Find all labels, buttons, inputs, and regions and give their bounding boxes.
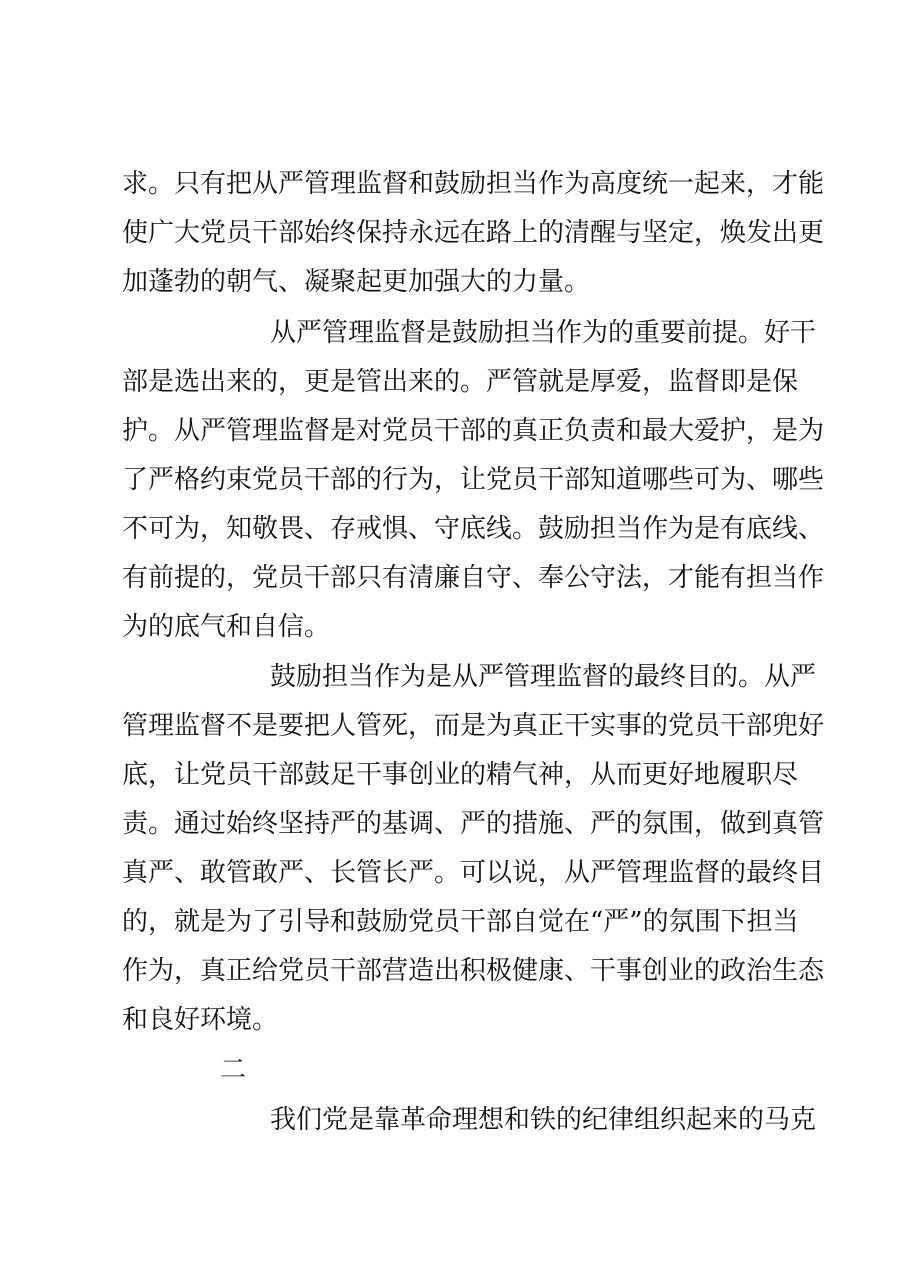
text-line: 和良好环境。	[122, 1005, 279, 1035]
text-line: 有前提的，党员干部只有清廉自守、奉公守法，才能有担当作	[122, 563, 825, 593]
text-line: 作为，真正给党员干部营造出积极健康、干事创业的政治生态	[122, 956, 825, 986]
text-line: 为的底气和自信。	[122, 612, 331, 642]
text-line: 求。只有把从严管理监督和鼓励担当作为高度统一起来，才能	[122, 169, 825, 199]
paragraph-first-line: 鼓励担当作为是从严管理监督的最终目的。从严	[270, 662, 817, 692]
text-line: 不可为，知敬畏、存戒惧、守底线。鼓励担当作为是有底线、	[122, 514, 825, 544]
text-line: 部是选出来的，更是管出来的。严管就是厚爱，监督即是保	[122, 367, 799, 397]
text-line: 底，让党员干部鼓足干事创业的精气神，从而更好地履职尽	[122, 760, 799, 790]
text-line: 责。通过始终坚持严的基调、严的措施、严的氛围，做到真管	[122, 809, 825, 839]
text-line: 的，就是为了引导和鼓励党员干部自觉在“严”的氛围下担当	[122, 907, 799, 937]
section-number: 二	[220, 1055, 247, 1085]
text-line: 加蓬勃的朝气、凝聚起更加强大的力量。	[122, 267, 591, 297]
paragraph-first-line: 我们党是靠革命理想和铁的纪律组织起来的马克	[270, 1105, 817, 1135]
text-line: 护。从严管理监督是对党员干部的真正负责和最大爱护，是为	[122, 416, 825, 446]
text-line: 了严格约束党员干部的行为，让党员干部知道哪些可为、哪些	[122, 465, 825, 495]
text-line: 使广大党员干部始终保持永远在路上的清醒与坚定，焕发出更	[122, 218, 825, 248]
text-line: 真严、敢管敢严、长管长严。可以说，从严管理监督的最终目	[122, 858, 825, 888]
text-line: 管理监督不是要把人管死，而是为真正干实事的党员干部兜好	[122, 711, 825, 741]
paragraph-first-line: 从严管理监督是鼓励担当作为的重要前提。好干	[270, 318, 817, 348]
